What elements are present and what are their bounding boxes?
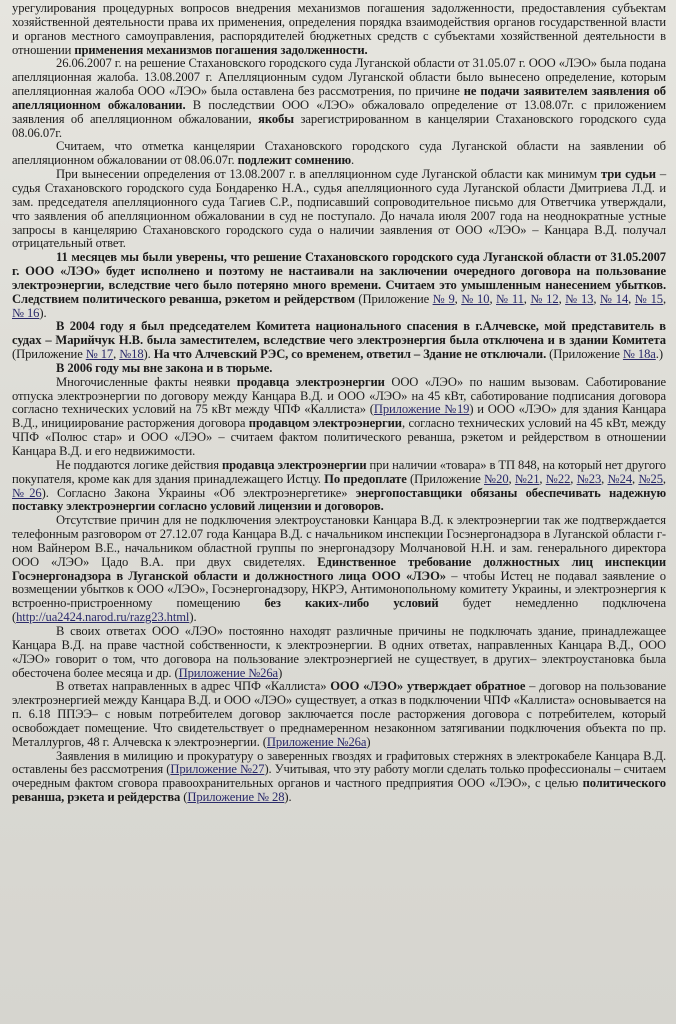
bold-text: продавца электроэнергии [236, 374, 385, 389]
appendix-link[interactable]: № 16 [12, 305, 40, 320]
text-run: Заявления в милицию и прокуратуру о заверенных гвоздях и графитовых стержнях в электрокабеле Канцара В.Д. оставлены без рассмотрения ( [12, 748, 666, 777]
bold-text: В 2006 году мы вне закона и в тюрьме. [56, 360, 273, 375]
bold-text: Единственное требование должностных лиц инспекции Госэнергонадзора в Луганской области и должностного лица ООО «ЛЭО» [12, 554, 666, 583]
text-run: (Приложение [546, 347, 623, 362]
bold-text: энергопоставщики обязаны обеспечивать надежную поставку электроэнергии согласно условий лицензии и договоров. [12, 485, 667, 514]
appendix-link[interactable]: №20 [483, 471, 509, 486]
text-run: , [523, 291, 531, 306]
text-run: (Приложение [354, 291, 433, 306]
bold-text: продавца электроэнергии [221, 457, 367, 472]
text-run: ) и ООО «ЛЭО» для здания Канцара В.Д., инициирование расторжения договора [12, 402, 666, 431]
paragraph-2 [12, 57, 666, 140]
text-run: , [601, 471, 608, 486]
appendix-link[interactable]: Приложение №26а [266, 734, 367, 749]
text-run: – чтобы Истец не подавал заявление о возмещении убытков к ООО «ЛЭО», Госэнергонадзору, НКРЭ, Антимонопольному комитету Украины, и электроэнергия к встроенно-пристроенному помещению [12, 568, 666, 611]
appendix-link[interactable]: №26 [12, 485, 42, 500]
appendix-link[interactable]: № 12 [530, 291, 559, 306]
text-run: , [662, 291, 667, 306]
text-run: ). [189, 610, 197, 625]
text-run: ) [278, 665, 283, 680]
text-run: (Приложение [406, 471, 484, 486]
text-run: Отсутствие причин для не подключения электроустановки Канцара В.Д. к электроэнергии так же подтверждается телефонным разговором от 27.12.07 года Канцара В.Д. с начальником инспекции Госэнергонадзора в Луганской области г-ном Вайнером В.Е., начальником областной группы по энергонадзору Молчановой Н.Н. и зам. генерального директора ООО «ЛЭО» Цадо В.А. при двух свидетелях. [12, 513, 666, 569]
text-run: 26.06.2007 г. на решение Стахановского городского суда Луганской области от 31.05.07 г. ООО «ЛЭО» была подана апелляционная жалоба. 13.08.2007 г. Апелляционным судом Луганской области было вынесено определение, которым апелляционная жалоба ООО «ЛЭО» была оставлена без рассмотрения, по причине [12, 56, 666, 99]
paragraph-6 [12, 320, 666, 362]
paragraph-10 [12, 514, 666, 625]
paragraph-4 [12, 168, 666, 251]
text-run: ). Учитывая, что эту работу могли сделать только профессионалы – считаем очередным фактом сговора правоохранительных органов и частного предприятия ООО «ЛЭО», с целью [12, 762, 666, 791]
text-run: , [570, 471, 577, 486]
bold-text: подлежит сомнению [237, 153, 352, 168]
appendix-link[interactable]: № 10 [461, 291, 490, 306]
text-run: зарегистрированном в канцелярии Стахановского городского суда 08.06.07г. [12, 111, 666, 140]
bold-text: 11 месяцев мы были уверены, что решение Стахановского городского суда Луганской области от 31.05.2007 г. ООО «ЛЭО» будет исполнено и поэтому не настаивали на заключении очередного договора на пользование электроэнергии, вследствие чего было потеряно много времени. Считаем это умышленным нанесением убытков. Следствием политического реванша, рэкетом и рейдерством [12, 250, 666, 306]
text-run: , [489, 291, 496, 306]
text-run: В своих ответах ООО «ЛЭО» постоянно находят различные причины не подключать здание, принадлежащее Канцара В.Д. на праве частной собственности, к электроэнергии. В одних ответах, направленных Канцара В.Д., ООО «ЛЭО» говорит о том, что договора на пользование электроэнергией не существует, в других– электроустановка была обесточена более месяца и др. ( [12, 623, 666, 680]
text-run: Многочисленные факты неявки [56, 374, 237, 389]
paragraph-1 [12, 2, 666, 57]
appendix-link[interactable]: №24 [607, 471, 633, 486]
appendix-link[interactable]: №21 [514, 471, 540, 486]
appendix-link[interactable]: № 9 [432, 291, 455, 306]
paragraph-5 [12, 251, 666, 320]
paragraph-13 [12, 750, 666, 805]
text-run: В ответах направленных в адрес ЧПФ «Каллиста» [56, 679, 331, 694]
appendix-link[interactable]: № 17 [85, 347, 114, 362]
text-run: ( [180, 790, 188, 805]
text-run: .) [655, 347, 663, 362]
text-run: Считаем, что отметка канцелярии Стахановского городского суда Луганской области на заявлении об апелляционном обжаловании от 08.06.07г. [12, 139, 666, 168]
bold-text: политического реванша, рэкета и рейдерства [12, 776, 666, 805]
text-run: будет немедленно подключена ( [12, 596, 666, 625]
appendix-link[interactable]: №23 [576, 471, 602, 486]
bold-text: На что Алчевский РЭС, со временем, ответил – Здание не отключали. [153, 347, 547, 362]
appendix-link[interactable]: Приложение №27 [170, 762, 265, 777]
appendix-link[interactable]: Приложение №26а [178, 665, 279, 680]
appendix-link[interactable]: http://ua2424.narod.ru/razg23.html [16, 610, 190, 625]
text-run: ) [366, 734, 371, 749]
text-run: ООО «ЛЭО» по нашим вызовам. Саботирование отпуска электроэнергии по договору между Канцара В.Д. и ООО «ЛЭО» на 45 кВт, саботирование подписания договора согласно технических условий на 75 кВт между ЧПФ «Каллиста» ( [12, 374, 666, 417]
text-run: . [351, 153, 355, 168]
appendix-link[interactable]: №22 [545, 471, 571, 486]
bold-text: По предоплате [324, 471, 407, 486]
appendix-link[interactable]: Приложение №19 [373, 402, 470, 417]
paragraph-9 [12, 459, 666, 514]
text-run: ). [143, 347, 154, 362]
text-run: ). Согласно Закона Украины «Об электроэнергетике» [41, 485, 356, 500]
bold-text: ООО «ЛЭО» утверждает обратное [330, 679, 526, 694]
paragraph-8 [12, 376, 666, 459]
text-run: , [628, 291, 635, 306]
text-run: ). [39, 305, 47, 320]
text-run: В последствии ООО «ЛЭО» обжаловало определение от 13.08.07г. с приложением заявления об апелляционном обжаловании, [12, 97, 666, 126]
appendix-link[interactable]: № 15 [634, 291, 663, 306]
appendix-link[interactable]: № 18а [622, 347, 656, 362]
appendix-link[interactable]: № 11 [496, 291, 524, 306]
text-run: – судья Стахановского городского суда Бондаренко Н.А., судья апелляционного суда Луганской области Дмитриева Л.Д. и зам. председателя апелляционного суда Тагиев С.Р., подписавший сопроводительное письмо для Ответчика утверждали, что заявления об апелляционном обжаловании в суд не поступало. До начала июля 2007 года на неоднократные устные запросы в канцелярию Стахановского городского суда о наличии заявления от ООО «ЛЭО» – Канцара В.Д. получал отрицательный ответ. [12, 167, 667, 251]
bold-text: три судьи [600, 167, 656, 182]
bold-text: применения механизмов погашения задолженности. [74, 42, 368, 57]
text-run: , согласно технических условий на 45 кВт, между ЧПФ «Полюс стар» и ООО «ЛЭО» – считаем фактом политического реванша, рэкетом и рейдерством в отношении Канцара В.Д. и его недвижимости. [12, 416, 667, 458]
bold-text: продавцом электроэнергии [248, 416, 402, 431]
bold-text: якобы [258, 111, 294, 126]
appendix-link[interactable]: №25 [638, 471, 663, 486]
text-run: , [508, 471, 515, 486]
bold-text: В 2004 году я был председателем Комитета национального спасения в г.Алчевске, мой представитель в судах – Марийчук Н.В. была заместителем, вследствие чего электроэнергия была отключена и в здании Комитета [12, 319, 666, 348]
appendix-link[interactable]: № 13 [565, 291, 594, 306]
paragraph-12 [12, 680, 666, 749]
text-run: , [113, 347, 120, 362]
paragraph-3 [12, 140, 666, 168]
text-run: , [454, 291, 462, 306]
text-run: при наличии «товара» в ТП 848, на который нет другого покупателя, кроме как для здания принадлежащего Истцу. [12, 457, 666, 486]
text-run: урегулирования процедурных вопросов внедрения механизмов погашения задолженности, предоставления субъектам хозяйственной деятельности права их применения, определения порядка взаимодействия органов государственной власти и органов местного самоуправления, распорядителей бюджетных средств с субъектами хозяйственной деятельности в отношении [12, 1, 666, 57]
text-run: , [662, 471, 666, 486]
text-run: , [558, 291, 566, 306]
text-run: , [539, 471, 546, 486]
paragraph-7 [12, 362, 666, 376]
text-run: Не поддаются логике действия [56, 457, 222, 472]
appendix-link[interactable]: №18 [119, 347, 144, 362]
paragraph-11 [12, 625, 666, 680]
text-run: При вынесении определения от 13.08.2007 г. в апелляционном суде Луганской области как минимум [56, 167, 601, 182]
bold-text: не подачи заявителем заявления об апелляционном обжаловании. [12, 84, 666, 112]
bold-text: без каких-либо условий [264, 596, 439, 611]
appendix-link[interactable]: № 14 [599, 291, 629, 306]
appendix-link[interactable]: Приложение № 28 [187, 790, 285, 805]
text-run: , [632, 471, 639, 486]
text-run: , [593, 291, 600, 306]
text-run: – договор на пользование электроэнергией между Канцара В.Д. и ООО «ЛЭО» существует, а отказ в подключении ЧПФ «Каллиста» основывается на п. 6.18 ППЭЭ– с новым потребителем договор заключается после расторжения договора с потребителем, который освобождает помещение. Что свидетельствует о преднамеренном незаконном затягивании подключения объекта по пр. Металлургов, 48 г. Алчевска к электроэнергии. ( [12, 679, 666, 749]
text-run: ). [284, 790, 292, 805]
text-run: (Приложение [12, 347, 86, 362]
